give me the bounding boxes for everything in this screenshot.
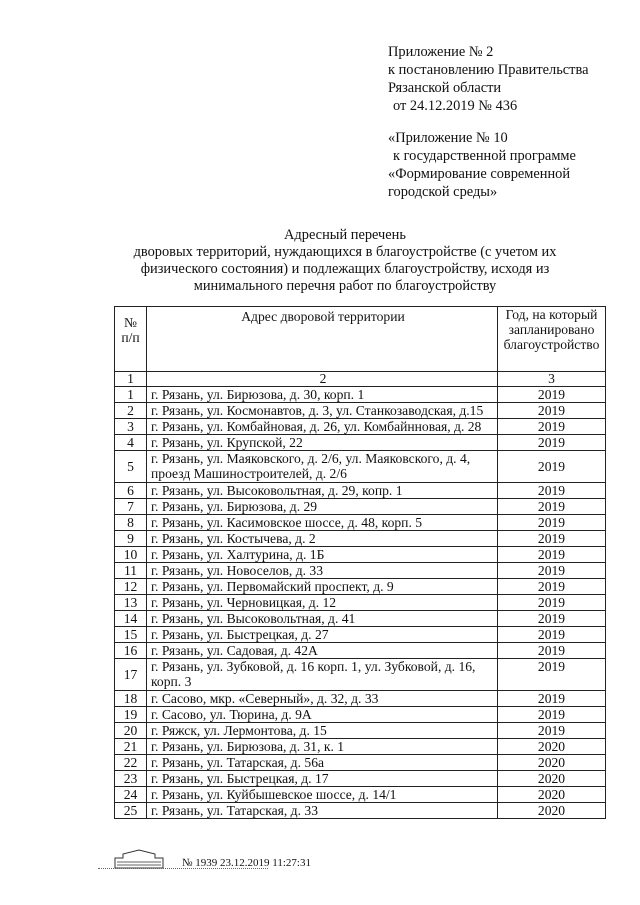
appendix-number: Приложение № 2 <box>388 44 494 60</box>
row-year: 2020 <box>498 755 606 771</box>
row-address: г. Рязань, ул. Первомайский проспект, д. 9 <box>147 579 498 595</box>
row-number: 21 <box>115 739 147 755</box>
document-title <box>80 227 610 295</box>
row-number: 16 <box>115 643 147 659</box>
table-row <box>115 531 606 547</box>
title-line: физического состояния) и подлежащих благоустройству, исходя из <box>140 261 550 277</box>
table-row <box>115 419 606 435</box>
header-num-b: п/п <box>121 330 140 345</box>
row-address: г. Рязань, ул. Бирюзова, д. 29 <box>147 499 498 515</box>
table-row <box>115 643 606 659</box>
row-address: г. Рязань, ул. Новоселов, д. 33 <box>147 563 498 579</box>
registry-stamp-icon <box>113 848 165 870</box>
row-number: 9 <box>115 531 147 547</box>
row-year: 2019 <box>498 659 606 691</box>
row-year: 2019 <box>498 563 606 579</box>
row-number: 10 <box>115 547 147 563</box>
appendix-date: от 24.12.2019 № 436 <box>393 98 518 114</box>
table-row <box>115 435 606 451</box>
row-year: 2019 <box>498 483 606 499</box>
row-number: 25 <box>115 803 147 819</box>
address-table <box>114 306 606 819</box>
row-address: г. Рязань, ул. Высоковольтная, д. 41 <box>147 611 498 627</box>
row-year: 2019 <box>498 547 606 563</box>
row-number: 3 <box>115 419 147 435</box>
index-cell: 3 <box>498 372 606 387</box>
table-row <box>115 771 606 787</box>
header-year-a: Год, на который <box>505 307 598 322</box>
row-address: г. Рязань, ул. Космонавтов, д. 3, ул. Станкозаводская, д.15 <box>147 403 498 419</box>
row-address: г. Рязань, ул. Маяковского, д. 2/6, ул. Маяковского, д. 4, проезд Машиностроителей, д. 2/6 <box>147 451 498 483</box>
row-year: 2019 <box>498 499 606 515</box>
index-cell: 1 <box>115 372 147 387</box>
registration-stamp-text: № 1939 23.12.2019 11:27:31 <box>182 857 311 869</box>
row-number: 7 <box>115 499 147 515</box>
header-address: Адрес дворовой территории <box>147 307 498 372</box>
program-appendix-header <box>388 129 576 201</box>
table-row <box>115 739 606 755</box>
table-row <box>115 499 606 515</box>
program-appendix-name-cont: городской среды» <box>388 184 498 200</box>
header-num <box>115 307 147 372</box>
title-line: Адресный перечень <box>284 227 406 243</box>
table-row <box>115 787 606 803</box>
row-year: 2020 <box>498 803 606 819</box>
row-number: 2 <box>115 403 147 419</box>
row-address: г. Рязань, ул. Халтурина, д. 1Б <box>147 547 498 563</box>
header-year <box>498 307 606 372</box>
row-number: 15 <box>115 627 147 643</box>
program-appendix-number: «Приложение № 10 <box>388 130 508 146</box>
row-address: г. Сасово, ул. Тюрина, д. 9А <box>147 707 498 723</box>
table-row <box>115 579 606 595</box>
row-year: 2019 <box>498 595 606 611</box>
table-row <box>115 563 606 579</box>
table-index-row <box>115 372 606 387</box>
row-year: 2019 <box>498 451 606 483</box>
row-address: г. Рязань, ул. Зубковой, д. 16 корп. 1, ул. Зубковой, д. 16, корп. 3 <box>147 659 498 691</box>
row-year: 2019 <box>498 707 606 723</box>
table-row <box>115 595 606 611</box>
row-year: 2019 <box>498 419 606 435</box>
row-year: 2019 <box>498 387 606 403</box>
header-year-c: благоустройство <box>503 337 600 352</box>
row-year: 2019 <box>498 627 606 643</box>
divider <box>98 868 268 869</box>
row-year: 2019 <box>498 579 606 595</box>
table-row <box>115 803 606 819</box>
title-line: дворовых территорий, нуждающихся в благоустройстве (с учетом их <box>133 244 557 260</box>
row-number: 17 <box>115 659 147 691</box>
row-year: 2020 <box>498 787 606 803</box>
row-address: г. Рязань, ул. Бирюзова, д. 31, к. 1 <box>147 739 498 755</box>
table-row <box>115 707 606 723</box>
appendix-ref: к постановлению Правительства <box>388 62 589 78</box>
row-address: г. Рязань, ул. Садовая, д. 42А <box>147 643 498 659</box>
row-address: г. Рязань, ул. Татарская, д. 56а <box>147 755 498 771</box>
table-row <box>115 451 606 483</box>
row-year: 2019 <box>498 515 606 531</box>
table-row <box>115 483 606 499</box>
row-address: г. Рязань, ул. Татарская, д. 33 <box>147 803 498 819</box>
row-address: г. Рязань, ул. Крупской, 22 <box>147 435 498 451</box>
row-address: г. Рязань, ул. Высоковольтная, д. 29, копр. 1 <box>147 483 498 499</box>
row-number: 4 <box>115 435 147 451</box>
table-header-row <box>115 307 606 372</box>
header-num-a: № <box>124 315 137 330</box>
row-year: 2019 <box>498 723 606 739</box>
row-number: 8 <box>115 515 147 531</box>
row-year: 2020 <box>498 771 606 787</box>
row-address: г. Рязань, ул. Комбайновая, д. 26, ул. Комбайнновая, д. 28 <box>147 419 498 435</box>
table-row <box>115 547 606 563</box>
appendix-region: Рязанской области <box>388 80 502 96</box>
table-row <box>115 403 606 419</box>
row-year: 2019 <box>498 403 606 419</box>
row-number: 18 <box>115 691 147 707</box>
table-row <box>115 755 606 771</box>
table-row <box>115 515 606 531</box>
table-row <box>115 723 606 739</box>
row-address: г. Рязань, ул. Костычева, д. 2 <box>147 531 498 547</box>
row-number: 6 <box>115 483 147 499</box>
row-year: 2019 <box>498 643 606 659</box>
table-row <box>115 611 606 627</box>
row-address: г. Рязань, ул. Быстрецкая, д. 17 <box>147 771 498 787</box>
row-address: г. Рязань, ул. Черновицкая, д. 12 <box>147 595 498 611</box>
row-address: г. Рязань, ул. Быстрецкая, д. 27 <box>147 627 498 643</box>
row-address: г. Сасово, мкр. «Северный», д. 32, д. 33 <box>147 691 498 707</box>
table-row <box>115 659 606 691</box>
appendix-header <box>388 43 588 115</box>
row-year: 2019 <box>498 435 606 451</box>
table-row <box>115 387 606 403</box>
row-number: 14 <box>115 611 147 627</box>
row-number: 1 <box>115 387 147 403</box>
table-row <box>115 627 606 643</box>
row-year: 2019 <box>498 611 606 627</box>
header-year-b: запланировано <box>508 322 595 337</box>
row-year: 2020 <box>498 739 606 755</box>
row-number: 24 <box>115 787 147 803</box>
program-appendix-name: «Формирование современной <box>388 166 571 182</box>
row-year: 2019 <box>498 531 606 547</box>
row-number: 20 <box>115 723 147 739</box>
row-number: 23 <box>115 771 147 787</box>
row-address: г. Рязань, ул. Касимовское шоссе, д. 48, корп. 5 <box>147 515 498 531</box>
row-number: 19 <box>115 707 147 723</box>
row-address: г. Рязань, ул. Бирюзова, д. 30, корп. 1 <box>147 387 498 403</box>
row-year: 2019 <box>498 691 606 707</box>
row-address: г. Ряжск, ул. Лермонтова, д. 15 <box>147 723 498 739</box>
title-line: минимального перечня работ по благоустройству <box>193 278 497 294</box>
row-number: 11 <box>115 563 147 579</box>
row-number: 12 <box>115 579 147 595</box>
row-number: 22 <box>115 755 147 771</box>
row-number: 13 <box>115 595 147 611</box>
index-cell: 2 <box>147 372 498 387</box>
table-row <box>115 691 606 707</box>
program-appendix-ref: к государственной программе <box>393 148 576 164</box>
row-number: 5 <box>115 451 147 483</box>
row-address: г. Рязань, ул. Куйбышевское шоссе, д. 14/1 <box>147 787 498 803</box>
